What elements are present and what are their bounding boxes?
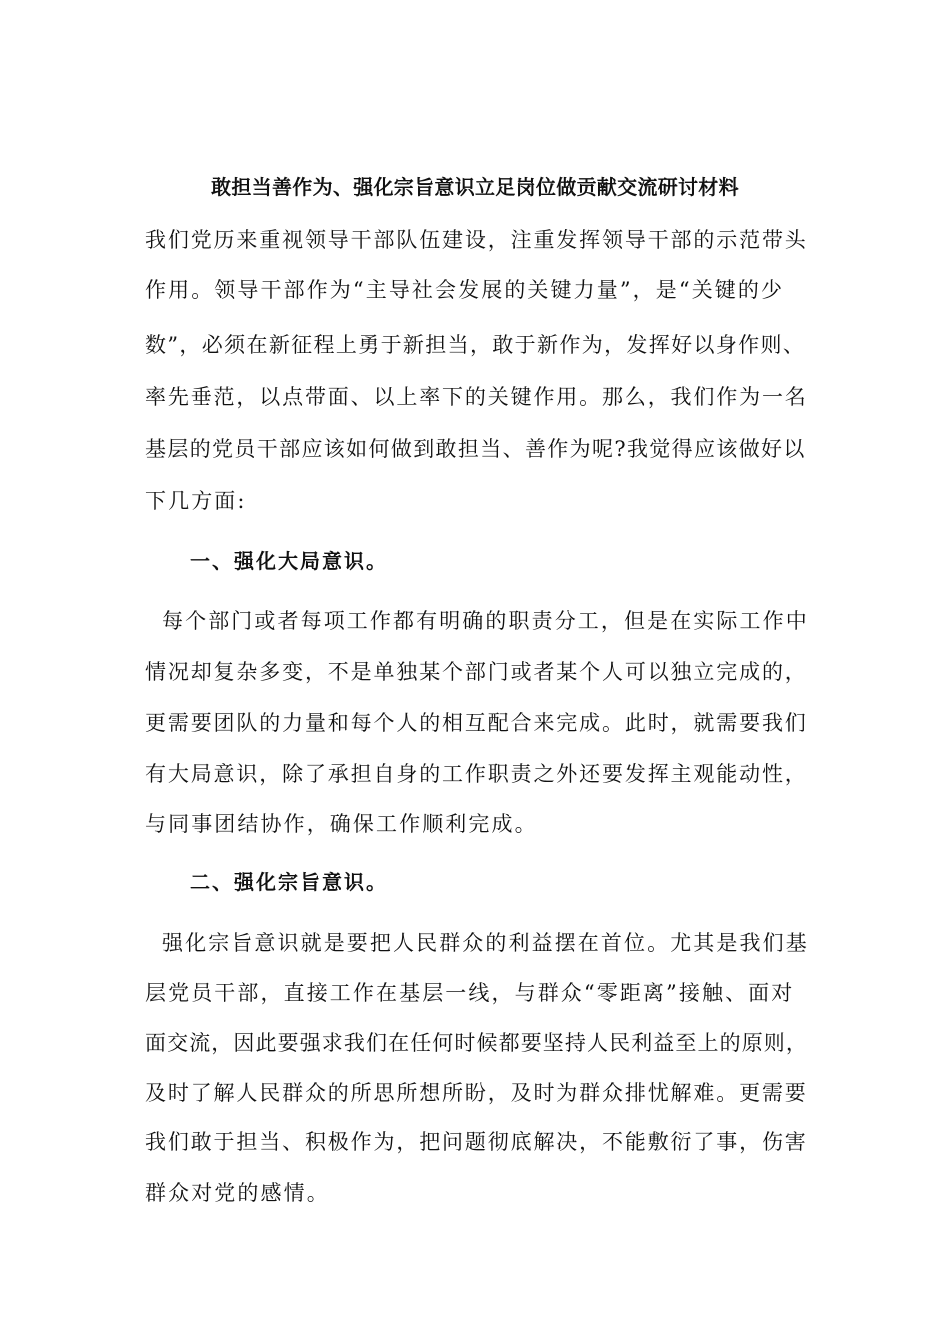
intro-line: 下几方面: (145, 489, 247, 513)
intro-line: 作用。领导干部作为“主导社会发展的关键力量”，是“关键的少 (145, 278, 785, 302)
section-2-line: 及时了解人民群众的所思所想所盼，及时为群众排忧解难。更需要 (145, 1081, 808, 1105)
section-2-heading: 二、强化宗旨意识。 (190, 870, 388, 894)
intro-line: 基层的党员干部应该如何做到敢担当、善作为呢?我觉得应该做好以 (145, 437, 806, 461)
section-1-heading: 一、强化大局意识。 (190, 549, 388, 573)
section-1-line: 情况却复杂多变，不是单独某个部门或者某个人可以独立完成的， (145, 660, 808, 684)
section-1-line: 有大局意识，除了承担自身的工作职责之外还要发挥主观能动性， (145, 762, 808, 786)
section-2-line: 我们敢于担当、积极作为，把问题彻底解决，不能敷衍了事，伤害 (145, 1130, 808, 1154)
section-1-line: 每个部门或者每项工作都有明确的职责分工，但是在实际工作中 (162, 609, 809, 633)
intro-line: 我们党历来重视领导干部队伍建设，注重发挥领导干部的示范带头 (145, 228, 808, 252)
intro-line: 率先垂范，以点带面、以上率下的关键作用。那么，我们作为一名 (145, 385, 808, 409)
section-2-line: 强化宗旨意识就是要把人民群众的利益摆在首位。尤其是我们基 (162, 931, 809, 955)
section-1-line: 更需要团队的力量和每个人的相互配合来完成。此时，就需要我们 (145, 711, 808, 735)
intro-line: 数”，必须在新征程上勇于新担当，敢于新作为，发挥好以身作则、 (145, 333, 806, 357)
section-2-line: 层党员干部，直接工作在基层一线，与群众“零距离”接触、面对 (145, 981, 795, 1005)
document-title: 敢担当善作为、强化宗旨意识立足岗位做贡献交流研讨材料 (211, 175, 739, 199)
section-2-line: 面交流，因此要强求我们在任何时候都要坚持人民利益至上的原则， (145, 1031, 808, 1055)
section-1-line: 与同事团结协作，确保工作顺利完成。 (145, 812, 538, 836)
section-2-line: 群众对党的感情。 (145, 1181, 330, 1205)
